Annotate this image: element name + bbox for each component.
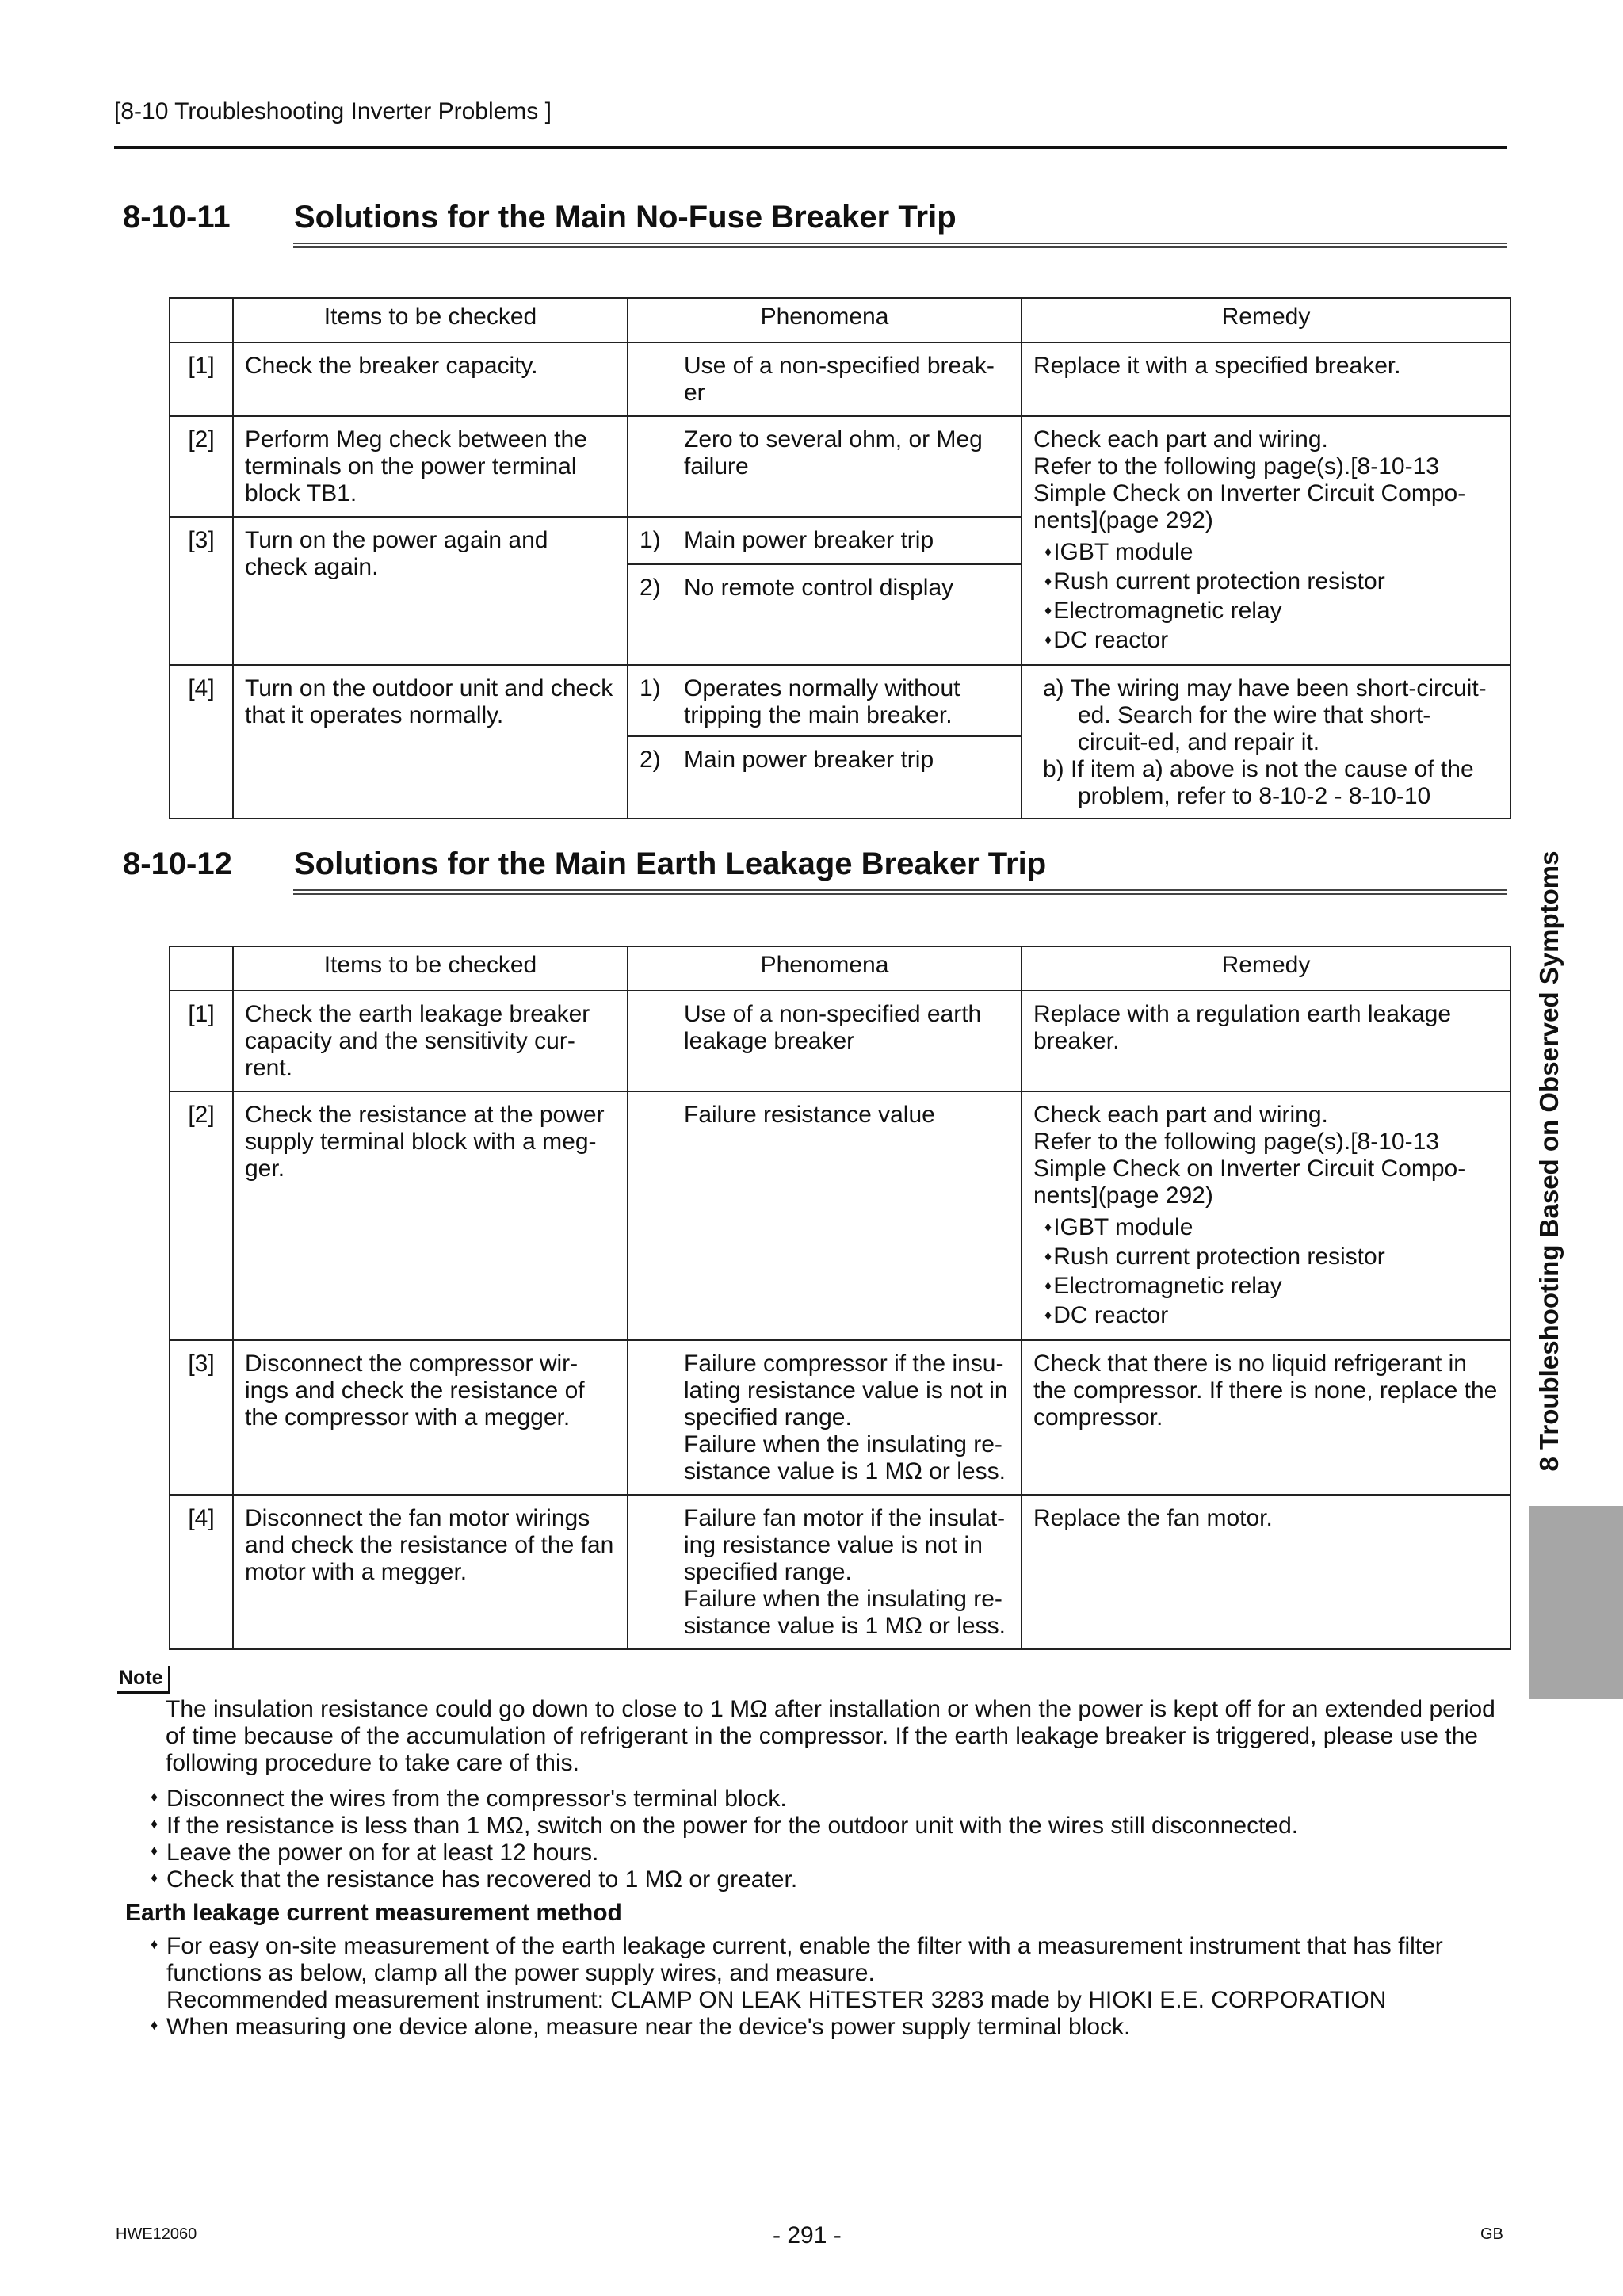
sub-text: No remote control display: [684, 575, 954, 601]
remedy-bullet: ♦ Electromagnetic relay: [1033, 598, 1499, 627]
row-phenomena: [628, 1340, 1022, 1495]
row-phenomena: Zero to several ohm, or Meg failure: [628, 416, 1022, 517]
table-row: [170, 342, 1510, 416]
row-phenomena: Use of a non-specified break-er: [628, 342, 1022, 416]
remedy-refer: Refer to the following page(s).[8-10-13 Simple Check on Inverter Circuit Compo-nents](page 292): [1033, 1129, 1466, 1209]
remedy-check: Check each part and wiring.: [1033, 426, 1328, 453]
row-number: [3]: [170, 517, 233, 665]
header-items: Items to be checked: [233, 298, 628, 342]
header-remedy: Remedy: [1022, 298, 1510, 342]
row-number: [2]: [170, 1091, 233, 1340]
list-item: ♦ Leave the power on for at least 12 hours.: [151, 1839, 1498, 1866]
note-bullet-list: [151, 1786, 1498, 1893]
header-number-cell: [170, 946, 233, 991]
row-remedy: Replace it with a specified breaker.: [1022, 342, 1510, 416]
row-number: [1]: [170, 342, 233, 416]
row-remedy: [1022, 665, 1510, 819]
sub-text: Operates normally without tripping the main breaker.: [684, 675, 960, 728]
phenomena-text: Failure fan motor if the insulat-ing resistance value is not in specified range.: [684, 1505, 1006, 1585]
row-item: Check the earth leakage breaker capacity and the sensitivity cur-rent.: [233, 991, 628, 1091]
row-number: [4]: [170, 665, 233, 819]
table-row: [170, 991, 1510, 1091]
row-number: [1]: [170, 991, 233, 1091]
list-item: ♦ Disconnect the wires from the compressor's terminal block.: [151, 1786, 1498, 1813]
row-number: [2]: [170, 416, 233, 517]
row-item: Check the breaker capacity.: [233, 342, 628, 416]
remedy-bullet: ♦ Electromagnetic relay: [1033, 1273, 1499, 1302]
table-no-fuse-breaker: [169, 297, 1511, 819]
footer-doc-code: HWE12060: [116, 2225, 197, 2243]
row-remedy: Replace the fan motor.: [1022, 1495, 1510, 1649]
row-remedy: [1022, 1091, 1510, 1340]
measurement-list: [151, 1933, 1498, 2041]
section-1-title: Solutions for the Main No-Fuse Breaker Trip: [294, 200, 957, 235]
row-remedy: [1022, 416, 1510, 665]
phenomena-text: Failure compressor if the insu-lating resistance value is not in specified range.: [684, 1350, 1008, 1431]
list-item: ♦ Check that the resistance has recovered to 1 MΩ or greater.: [151, 1866, 1498, 1893]
list-item: ♦ For easy on-site measurement of the earth leakage current, enable the filter with a measurement instrument that has filter functions as below, clamp all the power supply wires, and measure.: [151, 1933, 1498, 1987]
list-item: ♦ When measuring one device alone, measure near the device's power supply terminal block.: [151, 2014, 1498, 2041]
row-phenomena: Failure resistance value: [628, 1091, 1022, 1340]
table-row: [170, 416, 1510, 517]
phenomena-sub-item: [628, 737, 1021, 815]
row-remedy: Replace with a regulation earth leakage breaker.: [1022, 991, 1510, 1091]
header-rule: [114, 146, 1507, 149]
phenomena-text-2: Failure when the insulating re-sistance value is 1 MΩ or less.: [684, 1431, 1006, 1484]
sub-text: Main power breaker trip: [684, 527, 934, 553]
section-1-number: 8-10-11: [123, 200, 231, 235]
remedy-b: b) If item a) above is not the cause of the problem, refer to 8-10-2 - 8-10-10: [1043, 756, 1474, 809]
section-1-rule: [293, 243, 1507, 248]
header-items: Items to be checked: [233, 946, 628, 991]
footer-region: GB: [1480, 2225, 1503, 2243]
section-2-rule: [293, 889, 1507, 895]
sub-text: Main power breaker trip: [684, 747, 934, 773]
row-item: Disconnect the fan motor wirings and check the resistance of the fan motor with a megger.: [233, 1495, 628, 1649]
header-phenomena: Phenomena: [628, 298, 1022, 342]
remedy-a: a) The wiring may have been short-circuit-ed. Search for the wire that short-circuit-ed, and repair it.: [1043, 675, 1487, 755]
row-phenomena: [628, 517, 1022, 665]
remedy-check: Check each part and wiring.: [1033, 1102, 1328, 1128]
section-2-title: Solutions for the Main Earth Leakage Breaker Trip: [294, 846, 1047, 881]
remedy-bullet: ♦ DC reactor: [1033, 627, 1499, 656]
header-remedy: Remedy: [1022, 946, 1510, 991]
row-remedy: Check that there is no liquid refrigerant in the compressor. If there is none, replace the compressor.: [1022, 1340, 1510, 1495]
row-item: Turn on the power again and check again.: [233, 517, 628, 665]
table-row: [170, 1091, 1510, 1340]
page-number: - 291 -: [773, 2222, 842, 2248]
page-header: [8-10 Troubleshooting Inverter Problems ]: [114, 98, 552, 124]
phenomena-sub-item: [628, 565, 1021, 609]
table-row: [170, 665, 1510, 819]
remedy-bullet: ♦ IGBT module: [1033, 1214, 1499, 1244]
note-paragraph: The insulation resistance could go down to close to 1 MΩ after installation or when the power is kept off for an extended period of time because of the accumulation of refrigerant in the compressor. If the earth leakage breaker is triggered, please use the following procedure to take care of this.: [166, 1696, 1495, 1776]
row-phenomena: Use of a non-specified earth leakage breaker: [628, 991, 1022, 1091]
phenomena-sub-item: [628, 666, 1021, 737]
phenomena-text-2: Failure when the insulating re-sistance value is 1 MΩ or less.: [684, 1586, 1006, 1639]
table-row: [170, 1340, 1510, 1495]
side-tab-label: 8 Troubleshooting Based on Observed Symptoms: [1534, 850, 1564, 1472]
row-item: Check the resistance at the power supply terminal block with a meg-ger.: [233, 1091, 628, 1340]
table-row: [170, 1495, 1510, 1649]
instrument-text: Recommended measurement instrument: CLAMP ON LEAK HiTESTER 3283 made by HIOKI E.E. CORPORATION: [166, 1987, 1387, 2013]
sub-number: 1): [640, 675, 661, 701]
row-number: [4]: [170, 1495, 233, 1649]
header-number-cell: [170, 298, 233, 342]
phenomena-sub-item: [628, 518, 1021, 565]
side-tab-marker: [1529, 1506, 1623, 1699]
remedy-bullet: ♦ DC reactor: [1033, 1302, 1499, 1331]
remedy-bullet: ♦ Rush current protection resistor: [1033, 1244, 1499, 1273]
table-header-row: [170, 946, 1510, 991]
row-phenomena: [628, 1495, 1022, 1649]
row-item: Disconnect the compressor wir-ings and check the resistance of the compressor with a megger.: [233, 1340, 628, 1495]
remedy-bullet: ♦ Rush current protection resistor: [1033, 568, 1499, 598]
table-earth-leakage-breaker: [169, 946, 1511, 1650]
note-label: Note: [117, 1666, 170, 1694]
section-2-number: 8-10-12: [123, 846, 232, 881]
header-phenomena: Phenomena: [628, 946, 1022, 991]
table-header-row: [170, 298, 1510, 342]
row-phenomena: [628, 665, 1022, 819]
list-item: ♦ If the resistance is less than 1 MΩ, switch on the power for the outdoor unit with the wires still disconnected.: [151, 1813, 1498, 1839]
sub-number: 2): [640, 747, 661, 773]
remedy-refer: Refer to the following page(s).[8-10-13 Simple Check on Inverter Circuit Compo-nents](page 292): [1033, 453, 1466, 533]
measurement-heading: Earth leakage current measurement method: [125, 1900, 622, 1926]
row-item: Turn on the outdoor unit and check that it operates normally.: [233, 665, 628, 819]
sub-number: 1): [640, 527, 661, 553]
sub-number: 2): [640, 575, 661, 601]
row-item: Perform Meg check between the terminals on the power terminal block TB1.: [233, 416, 628, 517]
row-number: [3]: [170, 1340, 233, 1495]
remedy-bullet: ♦ IGBT module: [1033, 539, 1499, 568]
